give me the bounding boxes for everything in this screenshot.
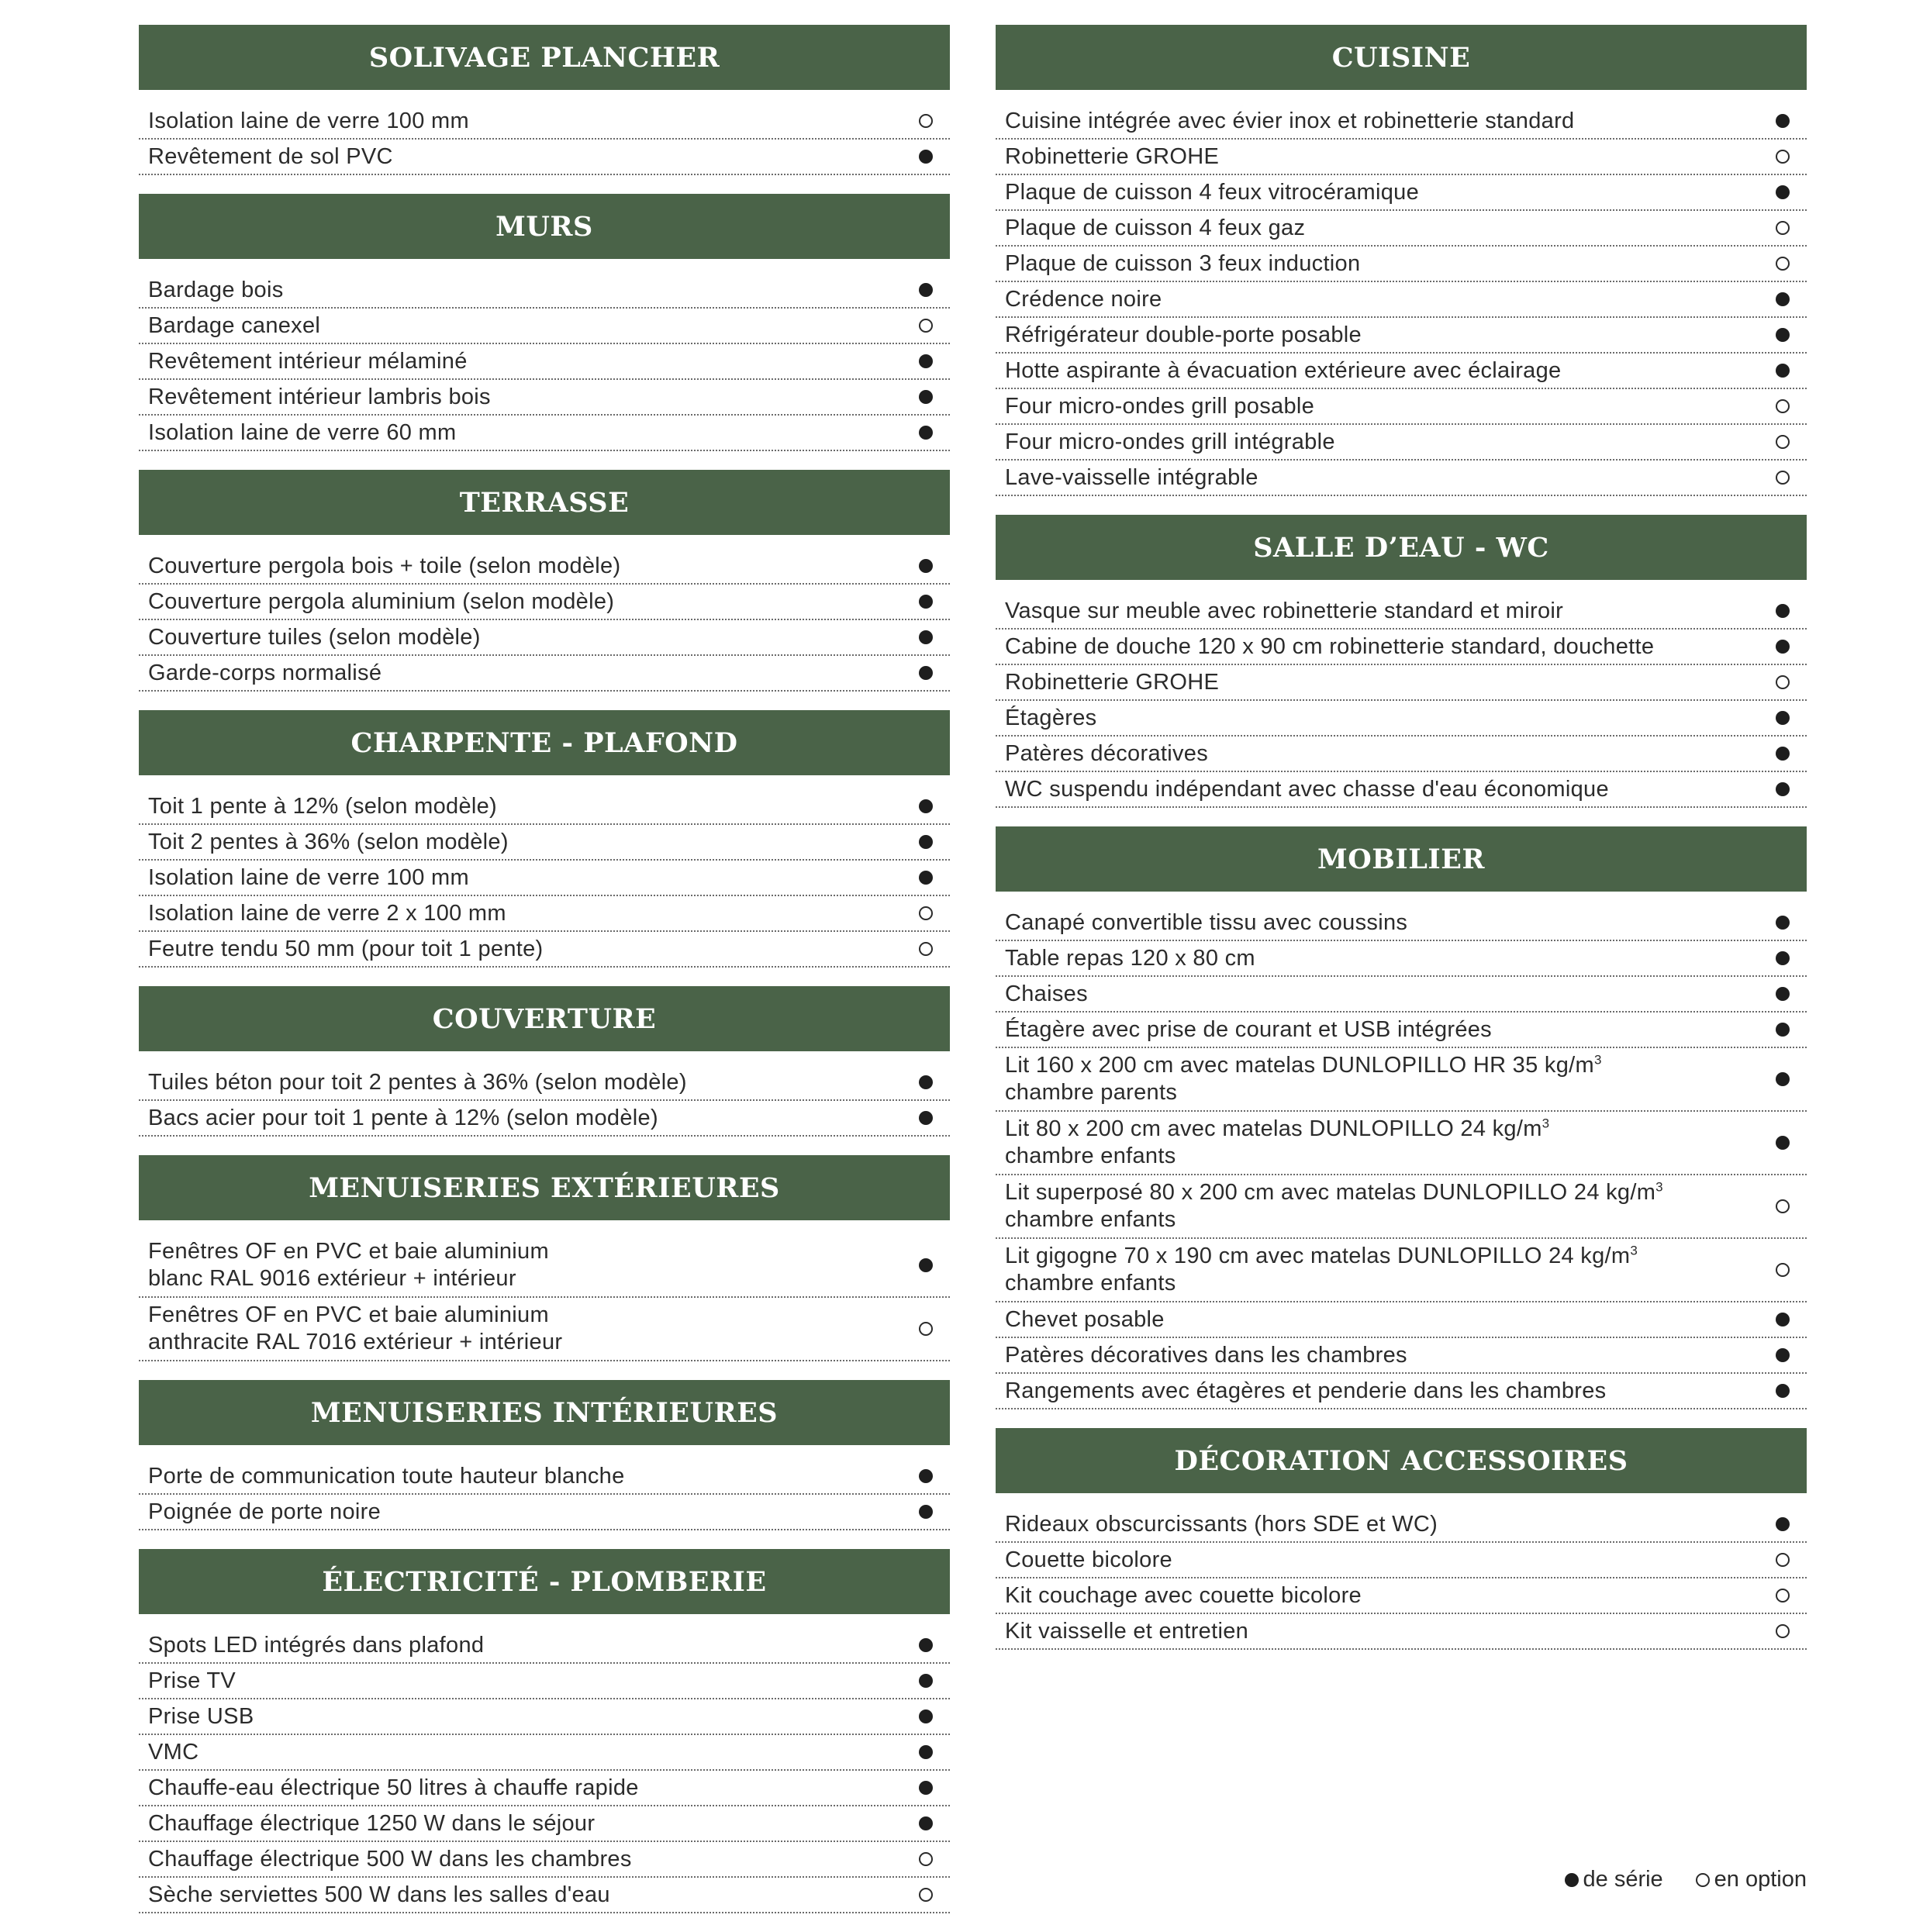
spec-row <box>139 1459 950 1495</box>
item-label: WC suspendu indépendant avec chasse d'eau économique <box>1005 776 1609 802</box>
spec-row-text <box>1005 740 1208 768</box>
spec-row <box>139 380 950 416</box>
filled-dot-icon <box>919 150 933 164</box>
item-label: Four micro-ondes grill posable <box>1005 393 1315 419</box>
item-label: Chauffe-eau électrique 50 litres à chauffe rapide <box>148 1775 639 1800</box>
filled-dot-icon <box>919 426 933 440</box>
unit-superscript: 3 <box>1630 1243 1638 1258</box>
spec-row-text <box>148 1632 484 1659</box>
spec-row <box>996 1543 1807 1578</box>
filled-dot-icon <box>1776 1072 1790 1086</box>
filled-dot-icon <box>1776 114 1790 128</box>
filled-dot-icon <box>919 666 933 680</box>
filled-dot-icon <box>1776 185 1790 199</box>
filled-dot-icon <box>919 1075 933 1089</box>
section-title: ÉLECTRICITÉ - PLOMBERIE <box>139 1549 950 1614</box>
spec-row-text <box>148 277 284 304</box>
spec-row <box>139 585 950 620</box>
spec-row-text <box>148 588 614 616</box>
spec-row <box>139 104 950 140</box>
spec-row-text <box>148 900 506 927</box>
filled-dot-icon <box>1776 1348 1790 1362</box>
spec-row <box>996 1578 1807 1614</box>
item-label: Poignée de porte noire <box>148 1499 381 1524</box>
spec-row <box>996 906 1807 941</box>
spec-row <box>139 861 950 896</box>
filled-dot-icon <box>1776 640 1790 654</box>
filled-dot-icon <box>919 799 933 813</box>
filled-dot-icon <box>919 1781 933 1795</box>
item-label: Revêtement de sol PVC <box>148 143 393 169</box>
filled-dot-icon <box>919 1674 933 1688</box>
filled-dot-icon <box>919 835 933 849</box>
spec-row-text <box>148 793 497 820</box>
item-label-line2: chambre enfants <box>1005 1271 1176 1295</box>
filled-dot-icon <box>1776 1517 1790 1531</box>
spec-row <box>996 1614 1807 1650</box>
spec-row-text <box>148 1463 625 1490</box>
filled-dot-icon <box>1776 364 1790 378</box>
filled-dot-icon <box>919 1258 933 1272</box>
spec-row-text <box>148 829 509 856</box>
spec-row-text <box>148 1703 254 1730</box>
spec-row-text <box>148 1810 595 1837</box>
spec-row-text <box>148 143 393 171</box>
item-label: Isolation laine de verre 100 mm <box>148 864 469 890</box>
spec-row <box>139 1878 950 1913</box>
spec-section <box>139 1380 950 1530</box>
hollow-dot-icon <box>919 906 933 920</box>
item-label: Hotte aspirante à évacuation extérieure avec éclairage <box>1005 357 1562 383</box>
hollow-dot-icon <box>1776 471 1790 485</box>
item-label: Porte de communication toute hauteur blanche <box>148 1463 625 1489</box>
filled-dot-icon <box>1776 1313 1790 1327</box>
spec-row <box>996 1239 1807 1302</box>
filled-dot-icon <box>919 283 933 297</box>
spec-section <box>139 470 950 692</box>
item-label: Lit 80 x 200 cm avec matelas DUNLOPILLO 24 kg/m <box>1005 1116 1542 1141</box>
spec-row-text <box>1005 429 1335 456</box>
spec-row <box>996 140 1807 175</box>
spec-row-text <box>1005 1547 1172 1574</box>
unit-superscript: 3 <box>1593 1052 1602 1068</box>
filled-dot-icon <box>1776 951 1790 965</box>
item-label: Lit superposé 80 x 200 cm avec matelas DUNLOPILLO 24 kg/m <box>1005 1180 1656 1205</box>
spec-row-text <box>148 1882 610 1909</box>
spec-section <box>139 1155 950 1361</box>
hollow-dot-icon <box>1776 221 1790 235</box>
spec-row <box>139 1298 950 1361</box>
item-label: Fenêtres OF en PVC et baie aluminium <box>148 1302 549 1327</box>
spec-row-text <box>148 419 456 447</box>
spec-row-text <box>148 384 491 411</box>
spec-row-text <box>148 936 544 963</box>
item-label-line2: anthracite RAL 7016 extérieur + intérieur <box>148 1330 563 1354</box>
item-label: Patères décoratives <box>1005 740 1208 766</box>
item-label: Couverture tuiles (selon modèle) <box>148 624 481 650</box>
item-label: Bacs acier pour toit 1 pente à 12% (selon modèle) <box>148 1105 658 1130</box>
item-label: Kit couchage avec couette bicolore <box>1005 1582 1362 1608</box>
spec-row-text <box>1005 1016 1492 1044</box>
right-column <box>996 25 1807 1668</box>
spec-row-text <box>1005 393 1314 420</box>
spec-row-text <box>148 348 468 375</box>
filled-dot-icon <box>1776 782 1790 796</box>
item-label: Canapé convertible tissu avec coussins <box>1005 909 1408 935</box>
item-label: Rideaux obscurcissants (hors SDE et WC) <box>1005 1511 1438 1537</box>
item-label: Isolation laine de verre 60 mm <box>148 419 457 445</box>
spec-row <box>996 354 1807 389</box>
legend-standard-label: de série <box>1583 1867 1663 1892</box>
spec-row-text <box>1005 776 1609 803</box>
item-label: Toit 1 pente à 12% (selon modèle) <box>148 793 497 819</box>
spec-row-text <box>1005 1618 1248 1645</box>
hollow-dot-icon <box>919 114 933 128</box>
unit-superscript: 3 <box>1542 1116 1550 1131</box>
item-label: Lit 160 x 200 cm avec matelas DUNLOPILLO HR 35 kg/m <box>1005 1053 1594 1078</box>
hollow-dot-icon <box>1696 1873 1710 1887</box>
item-label: Lave-vaisselle intégrable <box>1005 464 1258 490</box>
section-title: MURS <box>139 194 950 259</box>
spec-row-text <box>148 108 469 135</box>
section-title: CUISINE <box>996 25 1807 90</box>
spec-row-text <box>1005 464 1258 492</box>
spec-row <box>139 1842 950 1878</box>
spec-row <box>139 344 950 380</box>
item-label: Cabine de douche 120 x 90 cm robinetterie standard, douchette <box>1005 633 1655 659</box>
spec-row-text <box>148 864 469 892</box>
spec-row <box>139 1234 950 1298</box>
item-label: Plaque de cuisson 3 feux induction <box>1005 250 1361 276</box>
spec-section <box>139 1549 950 1913</box>
spec-row-text <box>1005 286 1162 313</box>
filled-dot-icon <box>919 1469 933 1483</box>
item-label: Kit vaisselle et entretien <box>1005 1618 1249 1644</box>
hollow-dot-icon <box>919 1888 933 1902</box>
spec-row <box>139 1735 950 1771</box>
left-column <box>139 25 950 1932</box>
item-label: Garde-corps normalisé <box>148 660 382 685</box>
legend <box>1532 1867 1807 1892</box>
spec-section <box>996 515 1807 808</box>
spec-row <box>996 1048 1807 1112</box>
spec-row <box>139 825 950 861</box>
hollow-dot-icon <box>919 942 933 956</box>
spec-row-text <box>1005 945 1255 972</box>
spec-row-text <box>1005 633 1654 661</box>
item-label: Bardage canexel <box>148 312 321 338</box>
hollow-dot-icon <box>1776 1553 1790 1567</box>
section-title: SOLIVAGE PLANCHER <box>139 25 950 90</box>
item-label: Étagère avec prise de courant et USB intégrées <box>1005 1016 1492 1042</box>
item-label: Couverture pergola aluminium (selon modèle) <box>148 588 615 614</box>
filled-dot-icon <box>919 630 933 644</box>
filled-dot-icon <box>1776 987 1790 1001</box>
spec-row-text <box>148 553 620 580</box>
spec-row <box>139 1101 950 1137</box>
hollow-dot-icon <box>919 319 933 333</box>
spec-row <box>996 1175 1807 1239</box>
spec-row <box>139 932 950 968</box>
filled-dot-icon <box>1776 916 1790 930</box>
item-label: Plaque de cuisson 4 feux vitrocéramique <box>1005 179 1419 205</box>
spec-row <box>139 309 950 344</box>
spec-row <box>139 1699 950 1735</box>
item-label: Réfrigérateur double-porte posable <box>1005 322 1362 347</box>
item-label: Robinetterie GROHE <box>1005 143 1220 169</box>
spec-row <box>139 140 950 175</box>
item-label: Prise TV <box>148 1668 236 1693</box>
filled-dot-icon <box>919 559 933 573</box>
spec-row <box>996 282 1807 318</box>
spec-row-text <box>148 1846 632 1873</box>
filled-dot-icon <box>1776 328 1790 342</box>
spec-row <box>996 594 1807 630</box>
item-label: Robinetterie GROHE <box>1005 669 1220 695</box>
spec-row <box>996 1507 1807 1543</box>
filled-dot-icon <box>1776 604 1790 618</box>
spec-row <box>996 247 1807 282</box>
item-label-line2: blanc RAL 9016 extérieur + intérieur <box>148 1266 516 1291</box>
spec-row-text <box>1005 143 1219 171</box>
spec-row <box>139 1065 950 1101</box>
spec-row <box>139 1806 950 1842</box>
item-label: Bardage bois <box>148 277 284 302</box>
spec-row <box>139 416 950 451</box>
hollow-dot-icon <box>919 1322 933 1336</box>
spec-row <box>996 461 1807 496</box>
spec-section <box>996 1428 1807 1650</box>
spec-row-text <box>1005 981 1088 1008</box>
hollow-dot-icon <box>1776 399 1790 413</box>
spec-row <box>996 701 1807 737</box>
section-title: MENUISERIES INTÉRIEURES <box>139 1380 950 1445</box>
spec-row <box>996 941 1807 977</box>
item-label: Feutre tendu 50 mm (pour toit 1 pente) <box>148 936 544 961</box>
spec-row <box>139 620 950 656</box>
legend-option <box>1696 1867 1807 1892</box>
filled-dot-icon <box>1776 292 1790 306</box>
filled-dot-icon <box>1776 1136 1790 1150</box>
section-title: SALLE D’EAU - WC <box>996 515 1807 580</box>
filled-dot-icon <box>919 1111 933 1125</box>
filled-dot-icon <box>919 390 933 404</box>
spec-row <box>996 772 1807 808</box>
item-label: Isolation laine de verre 2 x 100 mm <box>148 900 506 926</box>
item-label: Fenêtres OF en PVC et baie aluminium <box>148 1239 549 1264</box>
filled-dot-icon <box>919 871 933 885</box>
spec-row <box>996 665 1807 701</box>
spec-section <box>139 710 950 968</box>
spec-section <box>996 826 1807 1409</box>
spec-row-text <box>1005 108 1574 135</box>
hollow-dot-icon <box>1776 435 1790 449</box>
item-label: Étagères <box>1005 705 1097 730</box>
hollow-dot-icon <box>1776 257 1790 271</box>
spec-row <box>139 1495 950 1530</box>
spec-row <box>139 549 950 585</box>
spec-row <box>996 1374 1807 1409</box>
section-title: MENUISERIES EXTÉRIEURES <box>139 1155 950 1220</box>
spec-row-text <box>148 1069 687 1096</box>
spec-row <box>996 104 1807 140</box>
spec-row <box>996 175 1807 211</box>
filled-dot-icon <box>919 1505 933 1519</box>
filled-dot-icon <box>1776 711 1790 725</box>
spec-row <box>996 737 1807 772</box>
hollow-dot-icon <box>1776 1624 1790 1638</box>
spec-section <box>139 25 950 175</box>
spec-row-text <box>1005 1243 1638 1297</box>
spec-row-text <box>1005 1582 1362 1609</box>
item-label: Four micro-ondes grill intégrable <box>1005 429 1335 454</box>
item-label: Chaises <box>1005 981 1088 1006</box>
spec-row-text <box>1005 179 1419 206</box>
spec-row <box>996 630 1807 665</box>
item-label-line2: chambre enfants <box>1005 1207 1176 1232</box>
item-label: Chauffage électrique 1250 W dans le séjour <box>148 1810 596 1836</box>
spec-row <box>996 1112 1807 1175</box>
spec-row-text <box>1005 1306 1165 1333</box>
item-label: Tuiles béton pour toit 2 pentes à 36% (selon modèle) <box>148 1069 687 1095</box>
spec-row-text <box>148 312 320 340</box>
legend-standard <box>1565 1867 1663 1892</box>
unit-superscript: 3 <box>1655 1179 1663 1195</box>
spec-row-text <box>1005 322 1362 349</box>
item-label: Spots LED intégrés dans plafond <box>148 1632 485 1658</box>
hollow-dot-icon <box>919 1852 933 1866</box>
spec-row <box>139 1664 950 1699</box>
section-title: MOBILIER <box>996 826 1807 892</box>
item-label: Isolation laine de verre 100 mm <box>148 108 469 133</box>
spec-row <box>996 211 1807 247</box>
spec-row-text <box>148 1668 236 1695</box>
spec-row <box>139 1771 950 1806</box>
spec-row <box>996 425 1807 461</box>
spec-row-text <box>1005 598 1563 625</box>
item-label-line2: chambre parents <box>1005 1080 1178 1105</box>
spec-row-text <box>148 1775 639 1802</box>
item-label: Rangements avec étagères et penderie dans les chambres <box>1005 1378 1607 1403</box>
hollow-dot-icon <box>1776 1199 1790 1213</box>
item-label: Vasque sur meuble avec robinetterie standard et miroir <box>1005 598 1564 623</box>
spec-row-text <box>1005 669 1219 696</box>
item-label: Lit gigogne 70 x 190 cm avec matelas DUNLOPILLO 24 kg/m <box>1005 1244 1631 1268</box>
hollow-dot-icon <box>1776 675 1790 689</box>
spec-section <box>139 986 950 1137</box>
spec-row <box>139 789 950 825</box>
spec-row-text <box>1005 1378 1606 1405</box>
spec-row <box>996 1013 1807 1048</box>
filled-dot-icon <box>1776 747 1790 761</box>
filled-dot-icon <box>919 1745 933 1759</box>
item-label: Crédence noire <box>1005 286 1162 312</box>
filled-dot-icon <box>1776 1384 1790 1398</box>
spec-section <box>996 25 1807 496</box>
hollow-dot-icon <box>1776 1263 1790 1277</box>
section-title: CHARPENTE - PLAFOND <box>139 710 950 775</box>
item-label: Sèche serviettes 500 W dans les salles d'eau <box>148 1882 610 1907</box>
spec-row <box>996 1338 1807 1374</box>
filled-dot-icon <box>919 595 933 609</box>
item-label: Chevet posable <box>1005 1306 1165 1332</box>
hollow-dot-icon <box>1776 1589 1790 1603</box>
spec-row-text <box>1005 1052 1602 1106</box>
hollow-dot-icon <box>1776 150 1790 164</box>
spec-row-text <box>1005 1511 1438 1538</box>
filled-dot-icon <box>919 1638 933 1652</box>
item-label-line2: chambre enfants <box>1005 1144 1176 1168</box>
item-label: Toit 2 pentes à 36% (selon modèle) <box>148 829 509 854</box>
section-title: DÉCORATION ACCESSOIRES <box>996 1428 1807 1493</box>
section-title: TERRASSE <box>139 470 950 535</box>
spec-row <box>996 318 1807 354</box>
spec-row <box>996 1302 1807 1338</box>
item-label: Revêtement intérieur lambris bois <box>148 384 491 409</box>
item-label: Patères décoratives dans les chambres <box>1005 1342 1407 1368</box>
legend-option-label: en option <box>1714 1867 1807 1892</box>
spec-row-text <box>148 1302 562 1356</box>
item-label: Cuisine intégrée avec évier inox et robinetterie standard <box>1005 108 1575 133</box>
spec-row <box>139 656 950 692</box>
spec-row <box>139 896 950 932</box>
spec-row <box>139 273 950 309</box>
item-label: Plaque de cuisson 4 feux gaz <box>1005 215 1306 240</box>
filled-dot-icon <box>1776 1023 1790 1037</box>
spec-row <box>996 389 1807 425</box>
item-label: Prise USB <box>148 1703 254 1729</box>
spec-row-text <box>1005 1179 1663 1233</box>
spec-row-text <box>148 624 481 651</box>
item-label: Chauffage électrique 500 W dans les chambres <box>148 1846 632 1872</box>
item-label: Table repas 120 x 80 cm <box>1005 945 1255 971</box>
item-label: VMC <box>148 1739 199 1765</box>
spec-row-text <box>148 1105 658 1132</box>
filled-dot-icon <box>919 1709 933 1723</box>
item-label: Couverture pergola bois + toile (selon modèle) <box>148 553 621 578</box>
spec-row <box>139 1628 950 1664</box>
spec-row-text <box>148 1739 199 1766</box>
spec-row-text <box>1005 909 1407 937</box>
spec-row-text <box>148 1499 381 1526</box>
spec-section <box>139 194 950 451</box>
spec-row-text <box>148 1238 549 1292</box>
spec-row-text <box>148 660 381 687</box>
spec-row-text <box>1005 357 1561 385</box>
filled-dot-icon <box>919 1816 933 1830</box>
filled-dot-icon <box>919 354 933 368</box>
spec-row-text <box>1005 215 1305 242</box>
section-title: COUVERTURE <box>139 986 950 1051</box>
spec-row-text <box>1005 1342 1407 1369</box>
item-label: Couette bicolore <box>1005 1547 1172 1572</box>
spec-row-text <box>1005 1116 1549 1170</box>
filled-dot-icon <box>1565 1873 1579 1887</box>
spec-row-text <box>1005 250 1360 278</box>
item-label: Revêtement intérieur mélaminé <box>148 348 468 374</box>
spec-row <box>996 977 1807 1013</box>
spec-row-text <box>1005 705 1096 732</box>
